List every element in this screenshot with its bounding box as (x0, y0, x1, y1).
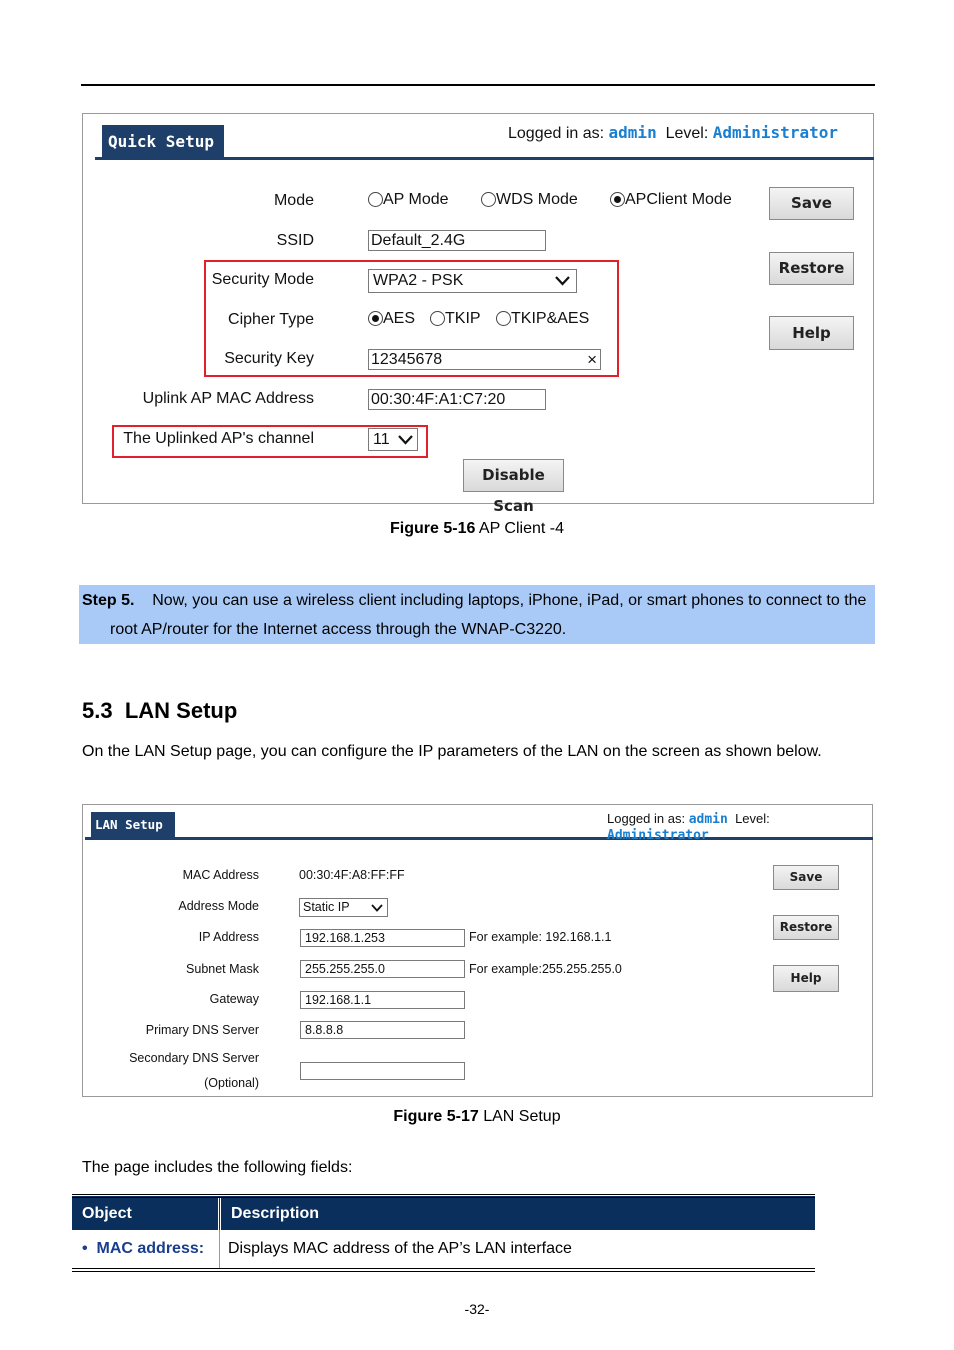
figure-caption-5-17 (0, 1108, 954, 1126)
help-button[interactable]: Help (769, 316, 854, 350)
lan-setup-tab[interactable] (91, 812, 175, 838)
clear-icon[interactable]: × (587, 350, 597, 369)
login-info (508, 123, 838, 143)
mac-address-label: MAC Address (182, 868, 259, 882)
ip-address-label: IP Address (198, 930, 259, 944)
restore-button[interactable]: Restore (773, 915, 839, 940)
chevron-down-icon (371, 904, 383, 912)
gateway-input[interactable]: 192.168.1.1 (300, 991, 465, 1009)
tab-underline (95, 157, 874, 160)
quick-setup-tab[interactable] (102, 125, 224, 158)
page-number: -32- (464, 1301, 490, 1317)
cipher-option-aes[interactable] (368, 310, 415, 328)
radio-tkip[interactable] (430, 311, 445, 326)
table-header-row (72, 1196, 815, 1230)
radio-tkip-aes[interactable] (496, 311, 511, 326)
channel-value: 11 (373, 431, 390, 448)
header-description: Description (220, 1196, 816, 1230)
radio-apclient-mode[interactable] (610, 192, 625, 207)
login-info (607, 811, 872, 843)
login-level: Administrator (607, 828, 709, 843)
disable-scan-button[interactable]: Disable Scan (463, 459, 564, 492)
ip-address-input[interactable]: 192.168.1.253 (300, 929, 465, 947)
mask-example: For example:255.255.255.0 (469, 962, 622, 976)
caption-prefix: Figure 5-17 (393, 1108, 479, 1125)
intro-paragraph: On the LAN Setup page, you can configure the IP parameters of the LAN on the screen as shown below. (82, 743, 822, 760)
help-button[interactable]: Help (773, 965, 839, 992)
level-label: Level: (665, 125, 709, 142)
security-key-input[interactable] (368, 349, 601, 370)
uplink-mac-input[interactable]: 00:30:4F:A1:C7:20 (368, 389, 546, 410)
tab-title: LAN Setup (95, 817, 163, 832)
mode-option-apclient[interactable] (610, 191, 732, 209)
section-heading (82, 698, 237, 724)
login-level: Administrator (712, 123, 838, 142)
save-button[interactable]: Save (773, 865, 839, 890)
ssid-input[interactable]: Default_2.4G (368, 230, 546, 251)
logged-in-label: Logged in as: (607, 811, 686, 826)
save-button[interactable]: Save (769, 187, 854, 220)
security-key-label: Security Key (224, 350, 314, 367)
address-mode-select[interactable] (299, 898, 388, 917)
cipher-option-tkip-aes[interactable] (496, 310, 589, 328)
radio-ap-mode[interactable] (368, 192, 383, 207)
security-mode-select[interactable] (368, 269, 577, 293)
fields-intro: The page includes the following fields: (82, 1159, 353, 1176)
step-label: Step 5. (82, 592, 135, 609)
step-line-1 (82, 586, 866, 615)
fields-table (72, 1194, 815, 1272)
caption-prefix: Figure 5-16 (390, 520, 476, 537)
lan-setup-screenshot (82, 804, 873, 1097)
subnet-mask-input[interactable]: 255.255.255.0 (300, 960, 465, 978)
mode-option-wds[interactable] (481, 191, 578, 209)
chevron-down-icon (398, 435, 413, 445)
cipher-option-label: AES (383, 310, 416, 327)
bullet: • (82, 1240, 88, 1257)
mode-option-label: AP Mode (383, 191, 449, 208)
ip-example: For example: 192.168.1.1 (469, 930, 612, 944)
login-user: admin (608, 123, 657, 142)
primary-dns-label: Primary DNS Server (145, 1023, 259, 1037)
cipher-option-tkip[interactable] (430, 310, 481, 328)
caption-text: AP Client -4 (475, 520, 564, 537)
mode-option-ap[interactable] (368, 191, 449, 209)
address-mode-value: Static IP (303, 900, 350, 914)
logged-in-label: Logged in as: (508, 125, 605, 142)
description-cell: Displays MAC address of the AP’s LAN interface (220, 1230, 816, 1270)
radio-aes[interactable] (368, 311, 383, 326)
channel-label: The Uplinked AP's channel (123, 430, 314, 447)
gateway-label: Gateway (209, 992, 259, 1006)
object-cell (72, 1230, 220, 1270)
mode-option-label: WDS Mode (496, 191, 578, 208)
cipher-option-label: TKIP (445, 310, 481, 327)
table-row (72, 1230, 815, 1270)
figure-caption-5-16 (0, 520, 954, 538)
section-number: 5.3 (82, 698, 113, 723)
step-line-2: root AP/router for the Internet access through the WNAP-C3220. (110, 621, 567, 638)
level-label: Level: (735, 811, 770, 826)
step-5-box (79, 585, 875, 644)
security-mode-value: WPA2 - PSK (373, 272, 464, 289)
mode-label: Mode (273, 192, 314, 209)
security-key-value: 12345678 (371, 351, 443, 368)
step-text-1: Now, you can use a wireless client including laptops, iPhone, iPad, or smart phones to connect to the (152, 592, 867, 609)
primary-dns-input[interactable]: 8.8.8.8 (300, 1021, 465, 1039)
section-title: LAN Setup (124, 698, 238, 723)
ap-client-screenshot (82, 113, 874, 515)
cipher-type-label: Cipher Type (228, 311, 314, 328)
object-name: MAC address: (96, 1240, 205, 1257)
cipher-option-label: TKIP&AES (511, 310, 590, 327)
security-mode-label: Security Mode (211, 271, 314, 288)
secondary-dns-input[interactable] (300, 1062, 465, 1080)
channel-select[interactable] (368, 428, 418, 451)
subnet-mask-label: Subnet Mask (186, 962, 259, 976)
restore-button[interactable]: Restore (769, 252, 854, 285)
radio-wds-mode[interactable] (481, 192, 496, 207)
login-user: admin (688, 812, 728, 827)
uplink-mac-label: Uplink AP MAC Address (142, 390, 314, 407)
mac-address-value: 00:30:4F:A8:FF:FF (299, 868, 405, 882)
secondary-dns-label: Secondary DNS Server (129, 1051, 259, 1065)
ssid-label: SSID (276, 232, 314, 249)
header-object: Object (72, 1196, 220, 1230)
mode-option-label: APClient Mode (625, 191, 732, 208)
page-top-rule (81, 84, 875, 86)
secondary-dns-optional: (Optional) (204, 1076, 259, 1090)
address-mode-label: Address Mode (178, 899, 259, 913)
tab-title: Quick Setup (108, 132, 214, 151)
caption-text: LAN Setup (478, 1108, 561, 1125)
chevron-down-icon (555, 276, 570, 286)
